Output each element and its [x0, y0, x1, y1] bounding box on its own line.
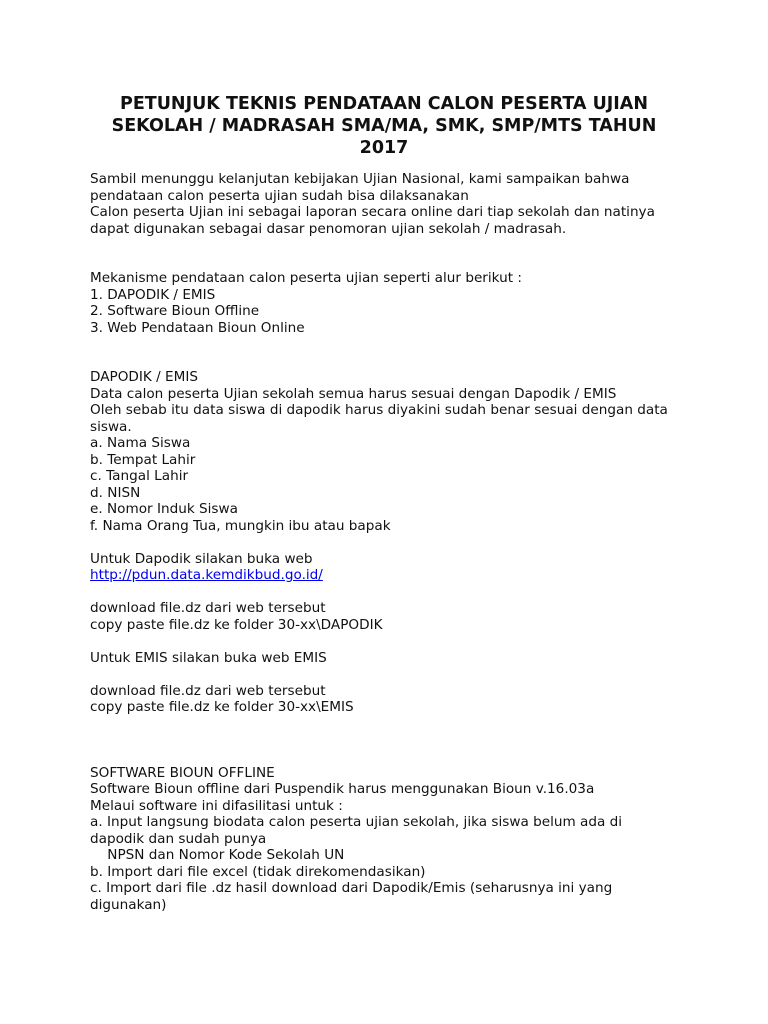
mekanisme-item: 1. DAPODIK / EMIS	[90, 286, 216, 303]
software-item-a: a. Input langsung biodata calon peserta ujian sekolah, jika siswa belum ada di	[90, 814, 623, 830]
software-item-c: c. Import dari file .dz hasil download dari Dapodik/Emis (seharusnya ini yang	[90, 880, 613, 896]
dapodik-line: Data calon peserta Ujian sekolah semua harus sesuai dengan Dapodik / EMIS	[90, 385, 617, 402]
intro-line: Calon peserta Ujian ini sebagai laporan secara online dari tiap sekolah dan natinya	[90, 204, 655, 220]
dapodik-copy-step: copy paste file.dz ke folder 30-xx\DAPODIK	[90, 616, 383, 633]
document-body	[90, 171, 690, 913]
software-item-c: digunakan)	[90, 896, 167, 913]
title-line-3: 2017	[359, 138, 409, 158]
software-item-a: dapodik dan sudah punya	[90, 830, 267, 847]
dapodik-web-label: Untuk Dapodik silakan buka web	[90, 550, 313, 567]
software-line: Melaui software ini difasilitasi untuk :	[90, 797, 343, 814]
dapodik-list-item: a. Nama Siswa	[90, 435, 191, 451]
software-heading: SOFTWARE BIOUN OFFLINE	[90, 764, 275, 781]
dapodik-list-item: b. Tempat Lahir	[90, 451, 196, 468]
dapodik-web-link[interactable]: http://pdun.data.kemdikbud.go.id/	[90, 567, 323, 583]
dapodik-list-item: c. Tangal Lahir	[90, 468, 189, 484]
dapodik-list-item: d. NISN	[90, 484, 141, 501]
dapodik-line: Oleh sebab itu data siswa di dapodik harus diyakini sudah benar sesuai dengan data	[90, 402, 668, 418]
title-line-2: SEKOLAH / MADRASAH SMA/MA, SMK, SMP/MTS TAHUN	[111, 116, 657, 136]
emis-web-label: Untuk EMIS silakan buka web EMIS	[90, 649, 327, 666]
intro-line: pendataan calon peserta ujian sudah bisa dilaksanakan	[90, 187, 469, 204]
intro-line: Sambil menunggu kelanjutan kebijakan Ujian Nasional, kami sampaikan bahwa	[90, 171, 630, 187]
dapodik-heading: DAPODIK / EMIS	[90, 369, 198, 385]
software-item-a: NPSN dan Nomor Kode Sekolah UN	[90, 847, 345, 863]
emis-download-step: download file.dz dari web tersebut	[90, 682, 326, 699]
dapodik-list-item: f. Nama Orang Tua, mungkin ibu atau bapak	[90, 517, 391, 534]
software-line: Software Bioun offline dari Puspendik harus menggunakan Bioun v.16.03a	[90, 781, 595, 797]
intro-line: dapat digunakan sebagai dasar penomoran ujian sekolah / madrasah.	[90, 220, 567, 237]
dapodik-download-step: download file.dz dari web tersebut	[90, 600, 326, 616]
dapodik-list-item: e. Nomor Induk Siswa	[90, 501, 238, 517]
document-title	[95, 93, 673, 159]
mekanisme-item: 2. Software Bioun Offline	[90, 303, 260, 319]
software-item-b: b. Import dari file excel (tidak direkomendasikan)	[90, 863, 426, 880]
title-line-1: PETUNJUK TEKNIS PENDATAAN CALON PESERTA UJIAN	[120, 94, 648, 114]
emis-copy-step: copy paste file.dz ke folder 30-xx\EMIS	[90, 699, 354, 715]
dapodik-line: siswa.	[90, 418, 132, 435]
mekanisme-item: 3. Web Pendataan Bioun Online	[90, 319, 305, 336]
mekanisme-heading: Mekanisme pendataan calon peserta ujian seperti alur berikut :	[90, 270, 522, 286]
